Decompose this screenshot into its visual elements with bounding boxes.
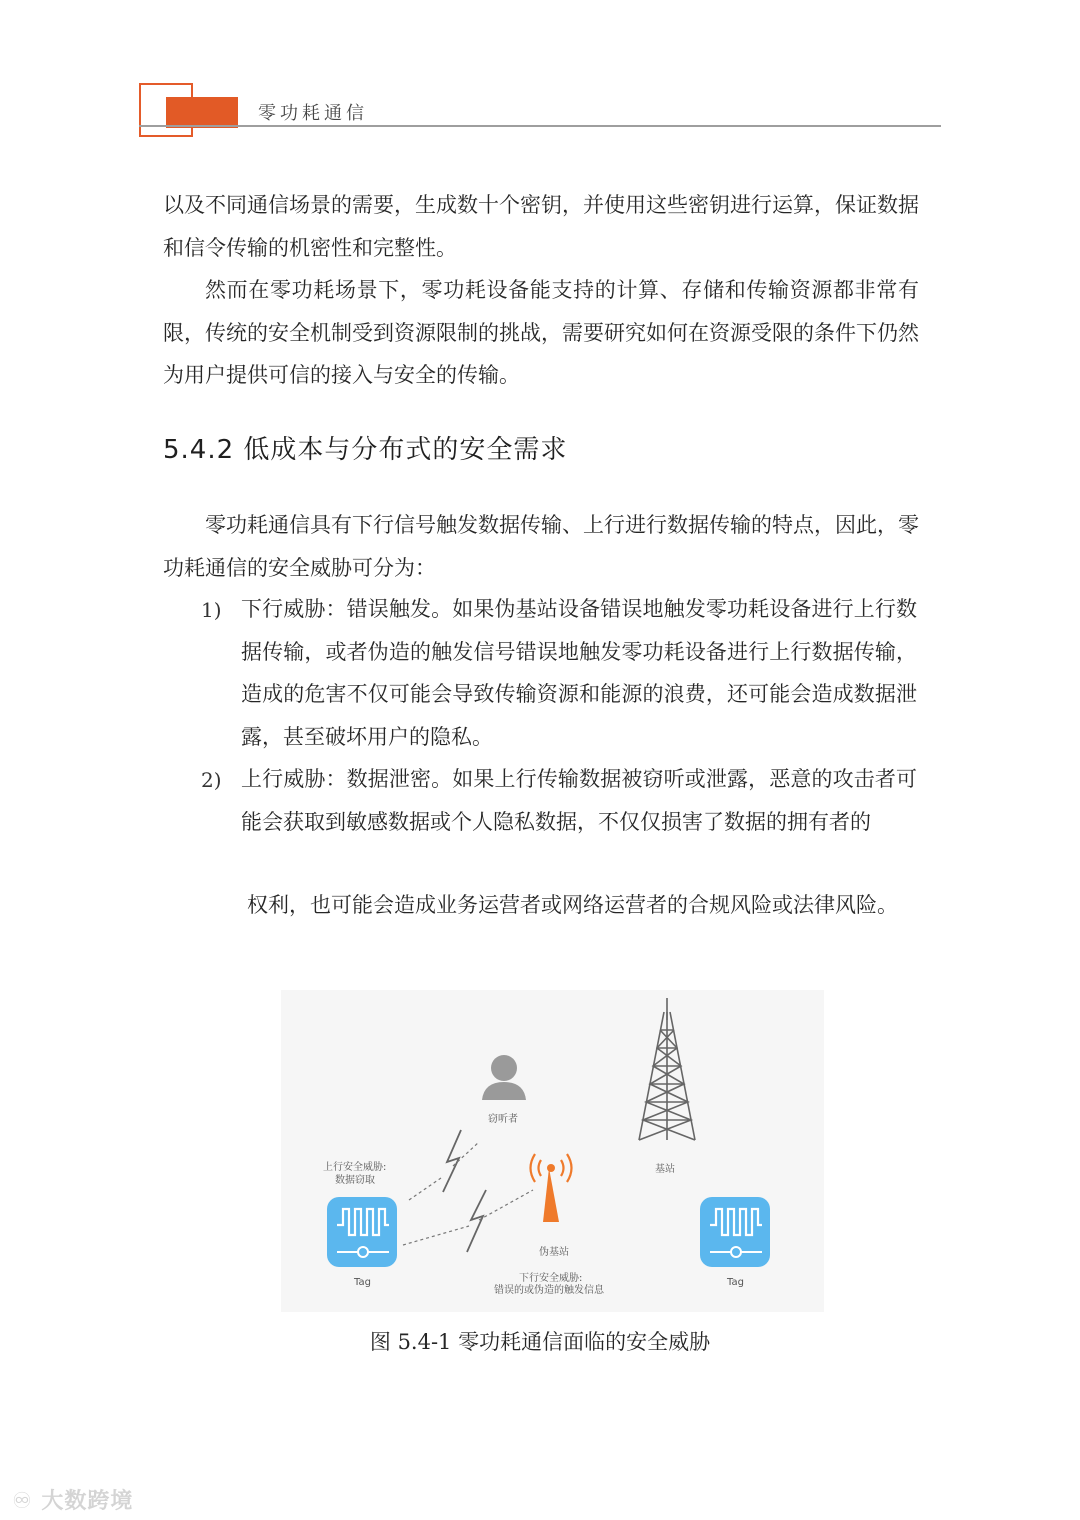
section-heading: 5.4.2 低成本与分布式的安全需求 [163,435,568,465]
signal-arrows [403,1142,533,1245]
tag-right-label: Tag [727,1277,744,1288]
running-header-title: 零功耗通信 [258,103,368,124]
security-threat-figure [281,990,824,1312]
watermark-logo-icon: ♾ [12,1489,42,1514]
paragraph-continued: 以及不同通信场景的需要，生成数十个密钥，并使用这些密钥进行运算，保证数据和信令传输的机密性和完整性。 [163,193,919,260]
base-station-tower-icon [639,998,695,1140]
tag-left-label: Tag [354,1277,371,1288]
figure-caption: 图 5.4-1 零功耗通信面临的安全威胁 [369,1330,711,1354]
fake-base-station-icon [531,1154,572,1222]
lightning-bolt-icon [443,1130,486,1252]
uplink-threat-sublabel: 数据窃取 [335,1175,375,1186]
watermark-text: 大数跨境 [41,1489,134,1514]
list-item-uplink-threat: 上行威胁：数据泄密。如果上行传输数据被窃听或泄露，恶意的攻击者可能会获取到敏感数据或个人隐私数据，不仅仅损害了数据的拥有者的 [241,767,917,834]
downlink-threat-sublabel: 错误的或伪造的触发信息 [494,1285,604,1296]
list-number-2: 2) [201,768,222,792]
fake-base-station-label: 伪基站 [539,1247,569,1258]
list-item-downlink-threat: 下行威胁：错误触发。如果伪基站设备错误地触发零功耗设备进行上行数据传输，或者伪造的触发信号错误地触发零功耗设备进行上行数据传输，造成的危害不仅可能会导致传输资源和能源的浪费，还可能会造成数据泄露，甚至破坏用户的隐私。 [241,597,917,749]
header-accent-bar [166,97,238,128]
uplink-threat-label: 上行安全威胁: [323,1162,387,1173]
figure-illustration [281,990,824,1312]
tag-device-left-icon [327,1197,397,1267]
paragraph-resource-limits: 然而在零功耗场景下，零功耗设备能支持的计算、存储和传输资源都非常有限，传统的安全机制受到资源限制的挑战，需要研究如何在资源受限的条件下仍然为用户提供可信的接入与安全的传输。 [163,278,919,387]
paragraph-intro: 零功耗通信具有下行信号触发数据传输、上行进行数据传输的特点，因此，零功耗通信的安全威胁可分为： [163,513,919,580]
watermark [12,1484,133,1515]
header-rule [139,125,941,127]
eavesdropper-label: 窃听者 [488,1114,518,1125]
eavesdropper-icon [482,1055,526,1100]
base-station-label: 基站 [655,1164,675,1175]
downlink-threat-label: 下行安全威胁: [519,1273,583,1284]
list-number-1: 1) [201,598,222,622]
tag-device-right-icon [700,1197,770,1267]
list-item-uplink-continued: 权利，也可能会造成业务运营者或网络运营者的合规风险或法律风险。 [247,893,898,917]
